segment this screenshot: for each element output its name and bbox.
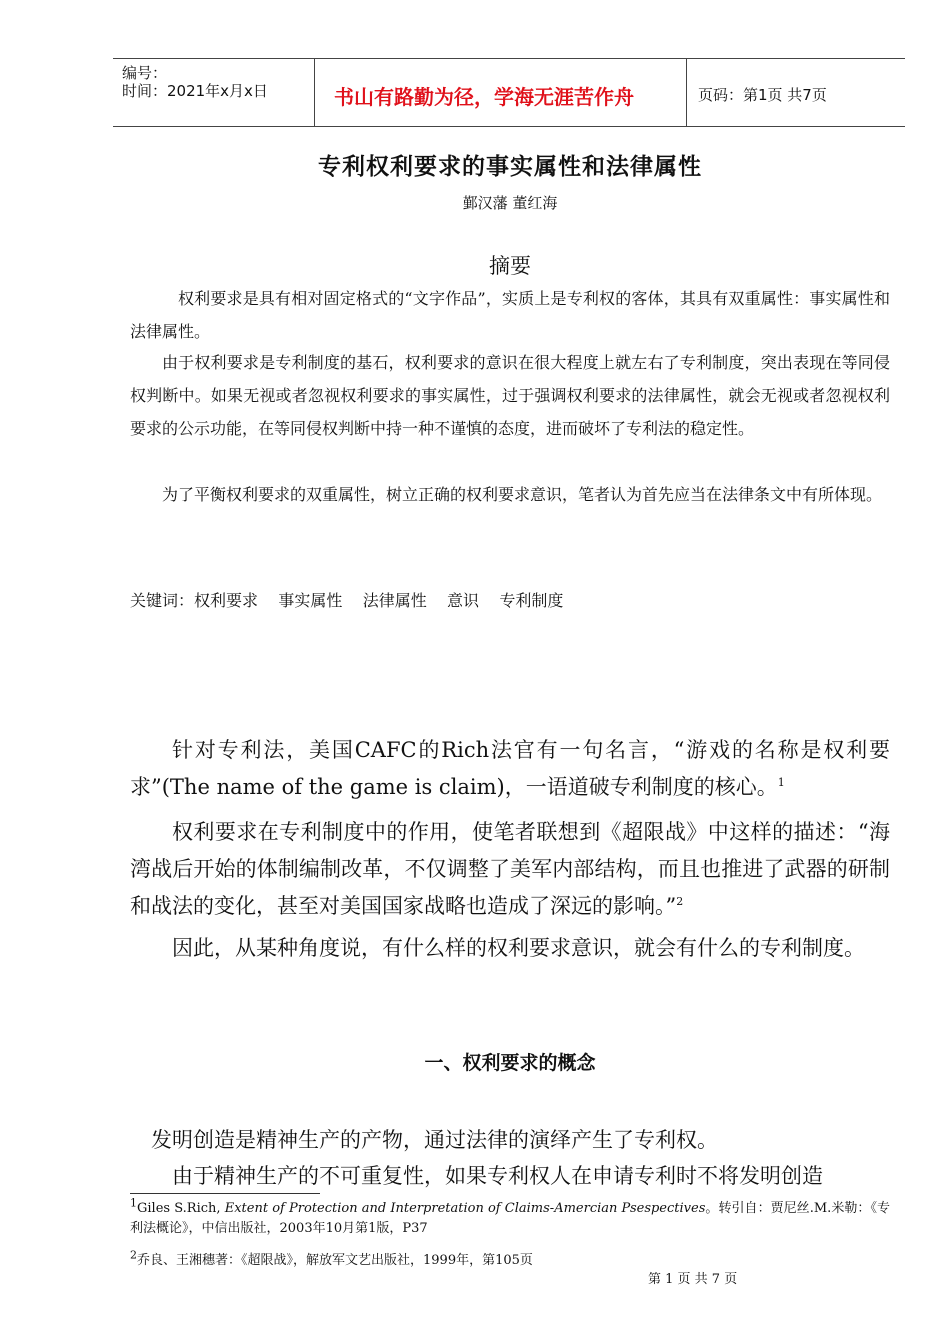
abstract-heading: 摘要 xyxy=(489,254,531,278)
footnote-author: Giles S.Rich, xyxy=(137,1201,225,1216)
footnote-ref: 2 xyxy=(676,895,684,908)
section-heading: 一、权利要求的概念 xyxy=(424,1052,596,1074)
footnote-text: 乔良、王湘穗著：《超限战》，解放军文艺出版社，1999年，第105页 xyxy=(137,1253,533,1268)
footnote-mark: 1 xyxy=(130,1196,137,1210)
keywords-line: 关键词：权利要求 事实属性 法律属性 意识 专利制度 xyxy=(130,591,564,610)
body-paragraph xyxy=(130,930,890,967)
abstract-paragraph: 权利要求是具有相对固定格式的“文字作品”，实质上是专利权的客体，其具有双重属性：事实属性和法律属性。 xyxy=(130,289,890,341)
section-paragraph: 发明创造是精神生产的产物，通过法律的演绎产生了专利权。 xyxy=(151,1128,718,1152)
header-divider-right xyxy=(686,58,687,126)
header-bottom-rule xyxy=(113,126,905,127)
footnote xyxy=(130,1248,890,1271)
footnote-separator xyxy=(130,1193,320,1194)
header-page-info: 页码：第1页 共7页 xyxy=(698,86,827,104)
header-top-rule xyxy=(113,58,905,59)
footnote xyxy=(130,1196,890,1239)
footnote-ref: 1 xyxy=(777,776,785,789)
abstract-paragraph: 由于权利要求是专利制度的基石，权利要求的意识在很大程度上就左右了专利制度，突出表现在等同侵权判断中。如果无视或者忽视权利要求的事实属性，过于强调权利要求的法律属性，就会无视或者忽视权利要求的公示功能，在等同侵权判断中持一种不谨慎的态度，进而破坏了专利法的稳定性。 xyxy=(130,353,890,438)
body-paragraph xyxy=(130,732,890,806)
section-paragraph: 由于精神生产的不可重复性，如果专利权人在申请专利时不将发明创造 xyxy=(172,1164,823,1188)
footnote-mark: 2 xyxy=(130,1248,137,1262)
page-footer: 第 1 页 共 7 页 xyxy=(648,1272,738,1287)
footnote-cited-title: Extent of Protection and Interpretation of Claims-Amercian Psespectives xyxy=(224,1201,706,1216)
body-paragraph-text: 因此，从某种角度说，有什么样的权利要求意识，就会有什么的专利制度。 xyxy=(172,936,865,960)
body-paragraph-text: 针对专利法，美国CAFC的Rich法官有一句名言，“游戏的名称是权利要求”(The name of the game is claim)，一语道破专利制度的核心。 xyxy=(130,738,890,799)
header-motto: 书山有路勤为径，学海无涯苦作舟 xyxy=(334,85,634,109)
header-number-label: 编号： xyxy=(122,64,168,82)
header-time-label: 时间：2021年x月x日 xyxy=(122,82,268,100)
document-title: 专利权利要求的事实属性和法律属性 xyxy=(318,154,702,180)
header-divider-left xyxy=(314,58,315,126)
abstract-paragraph: 为了平衡权利要求的双重属性，树立正确的权利要求意识，笔者认为首先应当在法律条文中有所体现。 xyxy=(162,485,883,504)
document-authors: 鄞汉藩 董红海 xyxy=(462,194,558,212)
body-paragraph xyxy=(130,814,890,925)
body-paragraph-text: 权利要求在专利制度中的作用，使笔者联想到《超限战》中这样的描述：“海湾战后开始的体制编制改革，不仅调整了美军内部结构，而且也推进了武器的研制和战法的变化，甚至对美国国家战略也造成了深远的影响。” xyxy=(130,820,890,918)
footnote-citation: 。转引自：贾尼丝.M.米勒：《专利法概论》，中信出版社，2003年10月第1版，P37 xyxy=(130,1201,890,1236)
